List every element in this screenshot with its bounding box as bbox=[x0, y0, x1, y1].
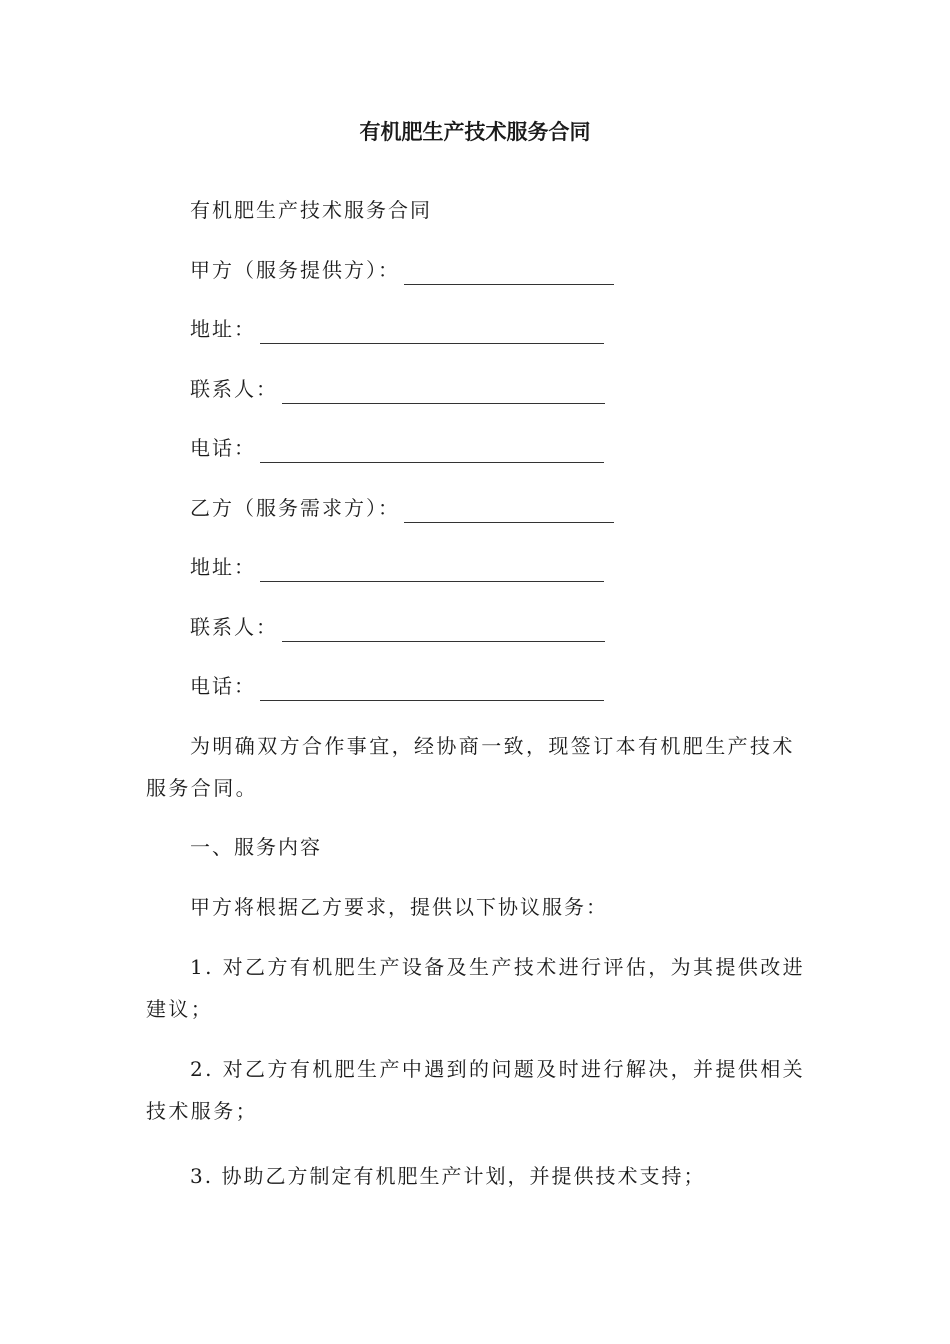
party-b-row bbox=[190, 493, 614, 523]
party-b-contact-blank bbox=[282, 619, 605, 642]
party-a-contact-label: 联系人： bbox=[190, 377, 278, 401]
party-a-address-row bbox=[190, 314, 604, 344]
party-b-address-label: 地址： bbox=[190, 555, 256, 579]
party-b-phone-blank bbox=[260, 678, 604, 701]
party-a-contact-row bbox=[190, 374, 605, 404]
party-a-contact-blank bbox=[282, 381, 605, 404]
party-a-blank bbox=[404, 262, 614, 285]
party-a-phone-row bbox=[190, 433, 604, 463]
party-b-address-row bbox=[190, 552, 604, 582]
section-1-heading: 一、服务内容 bbox=[190, 835, 322, 859]
party-a-phone-blank bbox=[260, 440, 604, 463]
service-item-3: 3. 协助乙方制定有机肥生产计划，并提供技术支持； bbox=[190, 1164, 706, 1188]
party-b-phone-label: 电话： bbox=[190, 674, 256, 698]
party-b-label: 乙方（服务需求方）： bbox=[190, 496, 400, 520]
service-item-2: 2. 对乙方有机肥生产中遇到的问题及时进行解决，并提供相关技术服务； bbox=[146, 1057, 806, 1123]
party-a-address-label: 地址： bbox=[190, 317, 256, 341]
party-a-row bbox=[190, 255, 614, 285]
document-title: 有机肥生产技术服务合同 bbox=[359, 120, 591, 144]
party-b-address-blank bbox=[260, 559, 604, 582]
party-b-contact-row bbox=[190, 612, 605, 642]
party-a-address-blank bbox=[260, 321, 604, 344]
preamble-paragraph: 为明确双方合作事宜，经协商一致，现签订本有机肥生产技术服务合同。 bbox=[146, 734, 795, 800]
document-subtitle: 有机肥生产技术服务合同 bbox=[190, 198, 432, 222]
section-1-intro: 甲方将根据乙方要求，提供以下协议服务： bbox=[190, 895, 608, 919]
party-b-contact-label: 联系人： bbox=[190, 615, 278, 639]
party-a-label: 甲方（服务提供方）： bbox=[190, 258, 400, 282]
party-b-blank bbox=[404, 500, 614, 523]
party-b-phone-row bbox=[190, 671, 604, 701]
party-a-phone-label: 电话： bbox=[190, 436, 256, 460]
service-item-1: 1. 对乙方有机肥生产设备及生产技术进行评估，为其提供改进建议； bbox=[146, 955, 806, 1021]
